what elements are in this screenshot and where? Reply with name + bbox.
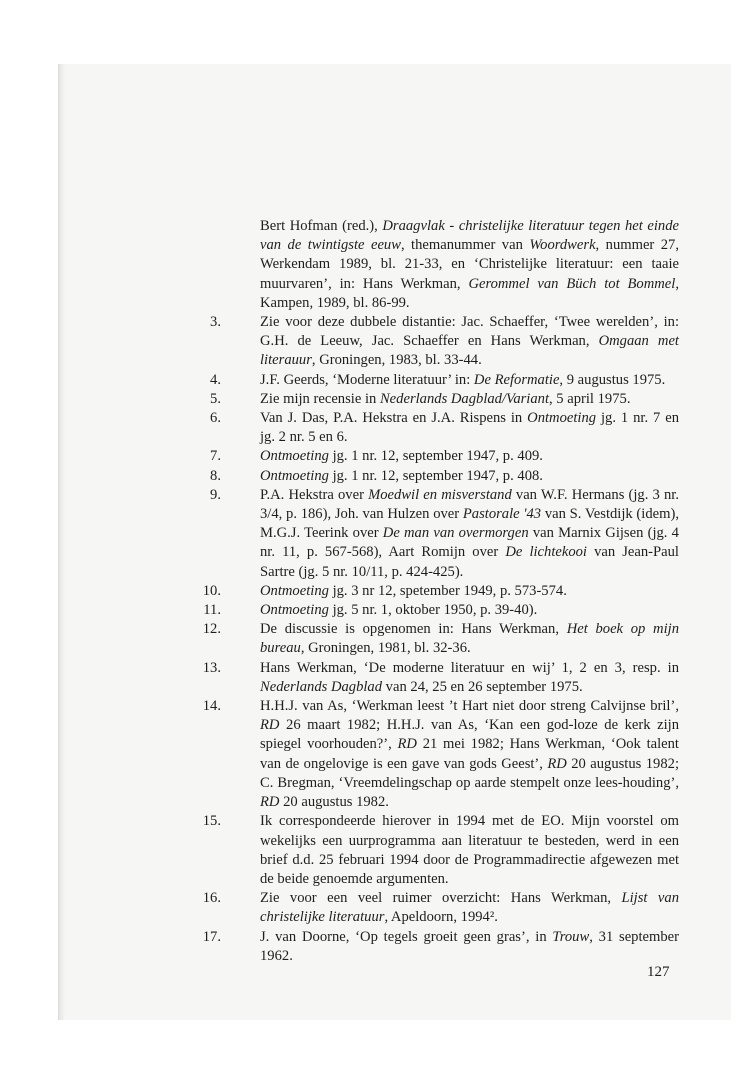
endnote-text: jg. 1 nr. 12, september 1947, p. 408. — [328, 467, 543, 484]
endnote-title-italic: Ontmoeting — [527, 410, 597, 427]
endnote-text: , 31 september 1962. — [260, 928, 679, 964]
endnote-item — [199, 812, 679, 889]
endnote-number: 15 . — [199, 812, 221, 831]
endnote-number: 12 . — [199, 620, 221, 639]
endnote-title-italic: De Reformatie — [473, 371, 560, 388]
endnote-title-italic: Het boek op mijn bureau — [260, 621, 679, 657]
endnote-text: jg. 1 nr. 7 en jg. 2 nr. 5 en 6. — [260, 410, 679, 446]
endnote-text: Zie mijn recensie in — [260, 390, 380, 407]
endnote-item — [199, 928, 679, 966]
endnote-text: jg. 1 nr. 12, september 1947, p. 409. — [328, 448, 543, 465]
endnote-number: 13 . — [199, 659, 221, 678]
endnote-title-italic: Ontmoeting — [260, 448, 329, 465]
endnote-title-italic: Lijst van christelijke literatuur — [260, 890, 679, 926]
endnote-text: J.F. Geerds, ‘Moderne literatuur’ in: — [260, 371, 474, 388]
endnote-text: van Jean-Paul Sartre (jg. 5 nr. 10/11, p. 424-425). — [260, 544, 679, 580]
endnote-text: Hans Werkman, ‘De moderne literatuur en wij’ 1, 2 en 3, resp. in — [260, 659, 679, 676]
endnote-text: , themanummer van — [400, 237, 530, 254]
endnote-title-italic: RD — [260, 717, 280, 734]
endnote-text: De discussie is opgenomen in: Hans Werkman, — [260, 621, 567, 638]
endnote-text: 20 augustus 1982; C. Bregman, ‘Vreemdelingschap op aarde stempelt onze lees-houding’, — [260, 755, 679, 791]
endnote-item — [199, 582, 679, 601]
endnote-text: Zie voor deze dubbele distantie: Jac. Schaeffer, ‘Twee werelden’, in: G.H. de Leeuw, Jac. Schaeffer en Hans Werkman, — [260, 314, 679, 350]
endnote-text: 26 maart 1982; H.H.J. van As, ‘Kan een god-loze de kerk zijn spiegel voorhouden?’, — [260, 717, 679, 753]
endnote-text: van S. Vestdijk (idem), M.G.J. Teerink over — [260, 506, 679, 542]
endnote-title-italic: RD — [547, 755, 567, 772]
endnote-title-italic: De lichtekooi — [505, 544, 587, 561]
endnote-text: , nummer 27, Werkendam 1989, bl. 21-33, en ‘Christelijke literatuur: een taaie muurvaren’, in: Hans Werkman, — [260, 237, 679, 292]
endnote-item — [199, 371, 679, 390]
endnotes-list — [199, 217, 679, 966]
endnote-number: 11 . — [199, 601, 221, 620]
endnote-text: , Groningen, 1983, bl. 33-44. — [311, 352, 482, 369]
endnote-text: 21 mei 1982; Hans Werkman, ‘Ook talent van de ongelovige is een gave van gods Geest’, — [260, 736, 679, 772]
endnote-text: 20 augustus 1982. — [279, 794, 389, 811]
endnote-title-italic: Nederlands Dagblad — [260, 678, 383, 695]
endnote-item — [199, 409, 679, 447]
endnote-title-italic: Ontmoeting — [260, 582, 329, 599]
endnote-text: , 5 april 1975. — [549, 390, 631, 407]
endnote-text: Zie voor een veel ruimer overzicht: Hans Werkman, — [260, 890, 622, 907]
endnote-item — [199, 659, 679, 697]
endnote-text: van W.F. Hermans (jg. 3 nr. 3/4, p. 186), Joh. van Hulzen over — [260, 486, 679, 523]
endnote-number: 7 . — [199, 447, 221, 466]
endnote-text: Bert Hofman (red.), — [260, 218, 383, 234]
endnote-text: , Groningen, 1981, bl. 32-36. — [300, 640, 471, 657]
page-gutter-shadow — [59, 64, 65, 1020]
endnote-item — [199, 390, 679, 409]
endnote-text: J. van Doorne, ‘Op tegels groeit geen gras’, in — [260, 928, 553, 945]
endnote-item — [199, 889, 679, 927]
endnote-number: 3 . — [199, 313, 221, 332]
endnote-title-italic: Pastorale '43 — [462, 506, 542, 523]
endnote-item — [199, 486, 679, 582]
endnote-number: 14 . — [199, 697, 221, 716]
endnote-title-italic: Omgaan met literauur — [260, 333, 679, 369]
endnote-item — [199, 620, 679, 658]
endnote-text: , 9 augustus 1975. — [559, 371, 666, 388]
endnote-title-italic: Ontmoeting — [260, 602, 329, 619]
endnote-number: 17 . — [199, 928, 221, 947]
endnote-number: 10 . — [199, 582, 221, 601]
endnote-item — [199, 467, 679, 486]
endnote-number: 6 . — [199, 409, 221, 428]
endnote-title-italic: Woordwerk — [529, 237, 596, 254]
endnote-title-italic: Nederlands Dagblad/Variant — [379, 390, 549, 407]
endnote-text: P.A. Hekstra over — [260, 486, 369, 503]
endnote-text: Ik correspondeerde hierover in 1994 met de EO. Mijn voorstel om wekelijks een uurprogramma aan literatuur te besteden, werd in een brief d.d. 25 februari 1994 door de Programmadirectie afgewezen met de beide genoemde argumenten. — [260, 813, 679, 887]
endnote-number: 8 . — [199, 467, 221, 486]
endnote-title-italic: Draagvlak - christelijke literatuur tegen het einde van de twintigste eeuw — [260, 218, 680, 254]
book-page — [58, 64, 731, 1020]
endnote-title-italic: RD — [397, 736, 417, 753]
endnote-item — [199, 697, 679, 812]
endnote-item — [199, 313, 679, 371]
page-number: 127 — [647, 964, 670, 980]
endnote-text: H.H.J. van As, ‘Werkman leest ’t Hart niet door streng Calvijnse bril’, — [260, 698, 679, 715]
endnote-number: 16 . — [199, 889, 221, 908]
endnote-item — [199, 601, 679, 620]
endnote-text: jg. 5 nr. 1, oktober 1950, p. 39-40). — [328, 602, 538, 619]
endnote-number: 5 . — [199, 390, 221, 409]
endnote-number: 4 . — [199, 371, 221, 390]
endnote-text: jg. 3 nr 12, spetember 1949, p. 573-574. — [328, 582, 567, 599]
endnote-text: Van J. Das, P.A. Hekstra en J.A. Rispens in — [260, 410, 528, 427]
endnote-text: , Apeldoorn, 1994². — [384, 909, 498, 926]
endnote-text: , Kampen, 1989, bl. 86-99. — [260, 275, 679, 311]
endnote-item — [199, 217, 679, 313]
endnote-title-italic: RD — [260, 794, 280, 811]
endnote-title-italic: Ontmoeting — [260, 467, 329, 484]
endnote-title-italic: Moedwil en misverstand — [368, 486, 512, 503]
endnote-text: van 24, 25 en 26 september 1975. — [382, 678, 583, 695]
endnote-title-italic: De man van overmorgen — [382, 525, 529, 542]
endnote-item — [199, 447, 679, 466]
endnote-title-italic: Gerommel van Büch tot Bommel — [468, 275, 676, 292]
endnote-number: 9 . — [199, 486, 221, 505]
endnote-title-italic: Trouw — [552, 928, 590, 945]
endnote-text: van Marnix Gijsen (jg. 4 nr. 11, p. 567-568), Aart Romijn over — [260, 525, 679, 561]
